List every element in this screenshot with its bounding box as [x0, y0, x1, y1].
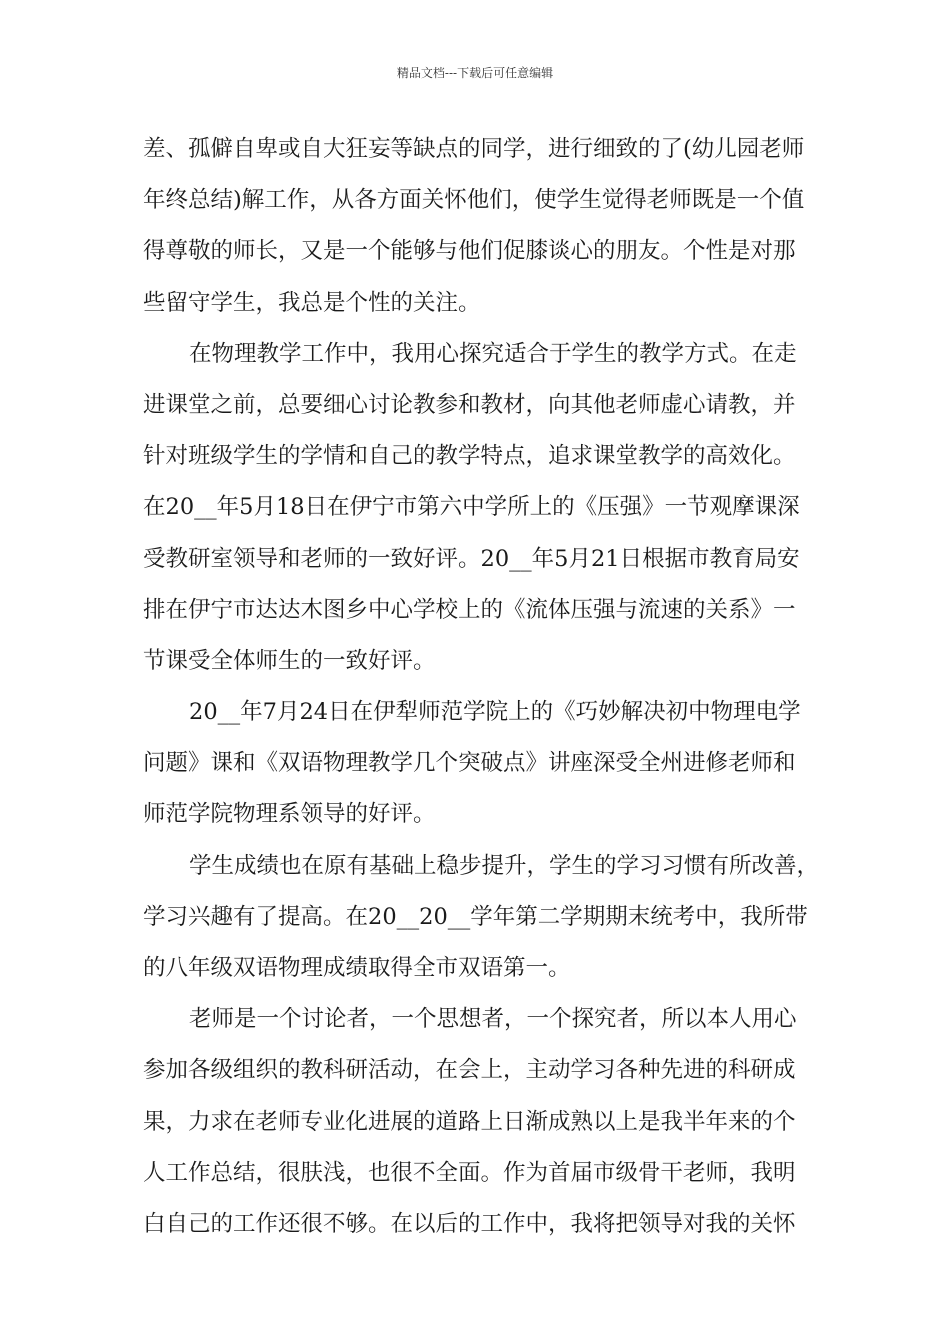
text-line: 人工作总结，很肤浅，也很不全面。作为首届市级骨干老师，我明 [143, 1159, 796, 1186]
text-line: 排在伊宁市达达木图乡中心学校上的《流体压强与流速的关系》一 [143, 596, 796, 623]
text-line: 在物理教学工作中，我用心探究适合于学生的教学方式。在走 [189, 340, 797, 367]
text-line: 师范学院物理系领导的好评。 [143, 801, 436, 828]
document-body [143, 124, 820, 1250]
text-line: 得尊敬的师长，又是一个能够与他们促膝谈心的朋友。个性是对那 [143, 238, 796, 265]
text-line: 些留守学生，我总是个性的关注。 [143, 289, 481, 316]
text-line: 参加各级组织的教科研活动，在会上，主动学习各种先进的科研成 [143, 1057, 796, 1084]
text-line: 年终总结)解工作，从各方面关怀他们，使学生觉得老师既是一个值 [143, 187, 805, 214]
text-line: 差、孤僻自卑或自大狂妄等缺点的同学，进行细致的了(幼儿园老师 [143, 136, 805, 162]
text-line: 老师是一个讨论者，一个思想者，一个探究者，所以本人用心 [189, 1006, 797, 1033]
text-line: 在20__年5月18日在伊宁市第六中学所上的《压强》一节观摩课深 [143, 494, 800, 521]
text-line: 的八年级双语物理成绩取得全市双语第一。 [143, 955, 571, 981]
text-line: 白自己的工作还很不够。在以后的工作中，我将把领导对我的关怀 [143, 1210, 796, 1237]
text-line: 进课堂之前，总要细心讨论教参和教材，向其他老师虚心请教，并 [143, 391, 796, 418]
text-line: 学生成绩也在原有基础上稳步提升，学生的学习习惯有所改善， [189, 852, 820, 879]
text-line: 20__年7月24日在伊犁师范学院上的《巧妙解决初中物理电学 [189, 699, 801, 726]
text-line: 问题》课和《双语物理教学几个突破点》讲座深受全州进修老师和 [143, 750, 796, 777]
text-line: 受教研室领导和老师的一致好评。20__年5月21日根据市教育局安 [143, 545, 800, 572]
text-line: 节课受全体师生的一致好评。 [143, 647, 436, 674]
text-line: 学习兴趣有了提高。在20__20__学年第二学期期末统考中，我所带 [143, 903, 808, 930]
text-line: 针对班级学生的学情和自己的教学特点，追求课堂教学的高效化。 [143, 443, 796, 470]
text-line: 果，力求在老师专业化进展的道路上日渐成熟以上是我半年来的个 [143, 1108, 796, 1135]
page-header: 精品文档---下载后可任意编辑 [396, 66, 554, 80]
